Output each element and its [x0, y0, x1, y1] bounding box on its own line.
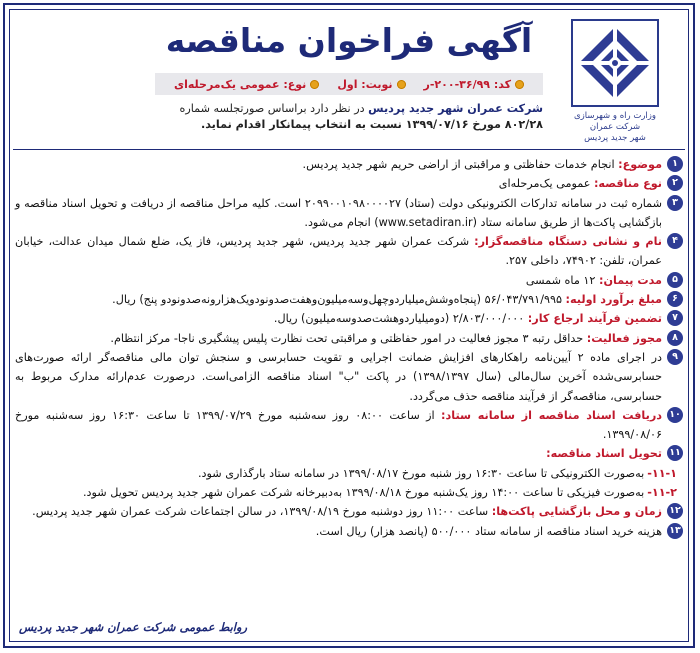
subitem-text: به‌صورت فیزیکی تا ساعت ۱۴:۰۰ روز یک‌شنبه مورخ ۱۳۹۹/۰۸/۱۸ به‌دبیرخانه شرکت عمران شهر جدید پردیس تحویل شود. [82, 486, 645, 500]
notice-item [15, 290, 683, 309]
item-text: شماره ثبت در سامانه تدارکات الکترونیکی دولت (ستاد) ۲۰۹۹۰۰۱۰۹۸۰۰۰۰۲۷ است. کلیه مراحل مناقصه از دریافت و تحویل اسناد مناقصه و بازگشایی پاکت‌ها از طریق سامانه ستاد (www.setadiran.ir) انجام می‌شود. [15, 196, 662, 229]
notice-item [15, 406, 683, 445]
item-body [15, 444, 662, 463]
item-text: انجام خدمات حفاظتی و مراقبتی از اراضی حریم شهر جدید پردیس. [302, 158, 619, 171]
meta-bar [155, 73, 543, 95]
notice-item [15, 194, 683, 233]
notice-item [15, 174, 683, 193]
item-label: دریافت اسناد مناقصه از سامانه ستاد: [441, 408, 663, 422]
notice-item [15, 444, 683, 463]
item-number-badge: ۷ [667, 310, 683, 326]
subitem-label: ۱۱-۱- [647, 466, 677, 480]
logo-block [555, 19, 675, 149]
item-text: عمومی یک‌مرحله‌ای [498, 177, 594, 191]
bullet-icon [515, 80, 524, 89]
notice-subitem [15, 464, 683, 483]
ministry-logo-icon [571, 19, 659, 107]
item-body [15, 194, 662, 233]
item-body [15, 174, 662, 193]
item-label: مبلغ برآورد اولیه: [565, 293, 662, 307]
item-body [15, 309, 662, 328]
bullet-icon [397, 80, 406, 89]
item-body [15, 502, 662, 521]
item-label: مجوز فعالیت: [586, 331, 662, 345]
notice-item [15, 309, 683, 328]
item-number-badge: ۲ [667, 175, 683, 191]
notice-item [15, 522, 683, 541]
item-text: حداقل رتبه ۳ مجوز فعالیت در امور حفاظتی و مراقبتی تحت نظارت پلیس پیشگیری ناجا- مرکز انتظام. [110, 331, 587, 345]
item-number-badge: ۱۳ [667, 523, 683, 539]
item-body [15, 406, 662, 445]
notice-item [15, 329, 683, 348]
intro-paragraph [117, 101, 543, 133]
header-divider [13, 149, 685, 150]
item-text: ۵۶/۰۴۳/۷۹۱/۹۹۵ (پنجاه‌وشش‌میلیاردوچهل‌وسه‌میلیون‌وهفت‌صدونودویک‌هزارونه‌صدونودو پنج) ریال. [112, 293, 566, 307]
notice-item [15, 155, 683, 174]
item-number-badge: ۱۱ [667, 445, 683, 461]
subitem-text: به‌صورت الکترونیکی تا ساعت ۱۶:۳۰ روز شنبه مورخ ۱۳۹۹/۰۸/۱۷ در سامانه ستاد بارگذاری شود. [197, 466, 645, 480]
item-text: ساعت ۱۱:۰۰ روز دوشنبه مورخ ۱۳۹۹/۰۸/۱۹، در سالن اجتماعات شرکت عمران شهر جدید پردیس. [32, 505, 492, 519]
item-label: تضمین فرآیند ارجاع کار: [527, 312, 662, 326]
notice-title: آگهی فراخوان مناقصه [165, 21, 533, 60]
logo-emblem-icon [573, 21, 657, 105]
intro-text: در نظر دارد براساس صورتجلسه شماره [179, 102, 369, 115]
item-label: نوع مناقصه: [593, 177, 662, 191]
item-number-badge: ۳ [667, 195, 683, 211]
item-number-badge: ۱۲ [667, 503, 683, 519]
item-text: ۱۲ ماه شمسی [525, 273, 599, 287]
item-number-badge: ۴ [667, 233, 683, 249]
item-number-badge: ۶ [667, 291, 683, 307]
item-body [15, 232, 662, 271]
item-body [15, 329, 662, 348]
meta-code [424, 78, 525, 91]
notice-item [15, 348, 683, 406]
item-body [15, 155, 662, 174]
meta-round-text: نوبت: اول [337, 77, 393, 91]
item-number-badge: ۹ [667, 349, 683, 365]
intro-line-2: ۸۰۲/۲۸ مورخ ۱۳۹۹/۰۷/۱۶ نسبت به انتخاب پیمانکار اقدام نماید. [200, 118, 543, 131]
item-number-badge: ۵ [667, 272, 683, 288]
meta-type-text: نوع: عمومی یک‌مرحله‌ای [174, 77, 307, 91]
notice-frame [3, 3, 695, 648]
item-body [15, 290, 662, 309]
footer-signature: روابط عمومی شرکت عمران شهر جدید پردیس [19, 620, 248, 634]
meta-code-text: کد: ۳۶/۹۹-۲۰۰-ر [423, 77, 511, 91]
item-body [15, 522, 662, 541]
item-number-badge: ۸ [667, 330, 683, 346]
logo-caption [555, 111, 675, 144]
meta-type [174, 78, 319, 91]
item-body [15, 271, 662, 290]
item-label: نام و نشانی دستگاه مناقصه‌گزار: [474, 235, 662, 249]
logo-caption-line: شرکت عمران [589, 122, 641, 132]
item-number-badge: ۱۰ [667, 407, 683, 423]
meta-round [337, 78, 405, 91]
item-text: هزینه خرید اسناد مناقصه از سامانه ستاد ۵۰۰/۰۰۰ (پانصد هزار) ریال است. [315, 524, 662, 538]
notice-subitem [15, 483, 683, 502]
item-text: در اجرای ماده ۲ آیین‌نامه راهکارهای افزایش ضمانت اجرایی و تقویت حسابرسی و سنجش توان مالی مناقصه‌گر ارائه صورت‌های حسابرسی‌شده آخرین سال‌مالی (سال ۱۳۹۸/۱۳۹۷) در پاکت "ب" اسناد مناقصه الزامی‌است. درصورت عدم‌ارائه مدارک مربوط به حسابرسی، مناقصه‌گر از فرآیند مناقصه حذف می‌گردد. [15, 350, 662, 403]
org-name: شرکت عمران شهر جدید پردیس [368, 102, 543, 115]
bullet-icon [310, 80, 319, 89]
item-number-badge: ۱ [667, 156, 683, 172]
item-label: زمان و محل بازگشایی پاکت‌ها: [491, 505, 662, 519]
item-label: مدت پیمان: [598, 273, 662, 287]
item-body [15, 348, 662, 406]
item-text: شرکت عمران شهر جدید پردیس، شهر جدید پردیس، فاز یک، ضلع شمال میدان عدالت، خیابان عمران، تلفن: ۷۴۹۰۲، داخلی ۲۵۷. [15, 235, 662, 268]
logo-caption-line: شهر جدید پردیس [584, 133, 646, 143]
notice-item [15, 502, 683, 521]
logo-caption-line: وزارت راه و شهرسازی [573, 111, 656, 121]
item-text: از ساعت ۰۸:۰۰ روز سه‌شنبه مورخ ۱۳۹۹/۰۷/۲۹ تا ساعت ۱۶:۳۰ روز سه‌شنبه مورخ ۱۳۹۹/۰۸/۰۶. [15, 408, 662, 442]
subitem-label: ۱۱-۲- [647, 486, 677, 500]
item-label: موضوع: [618, 158, 662, 171]
notice-item [15, 232, 683, 271]
notice-items [15, 155, 683, 541]
item-text: ۲/۸۰۳/۰۰۰/۰۰۰ (دومیلیاردوهشت‌صدوسه‌میلیون) ریال. [273, 312, 528, 326]
notice-item [15, 271, 683, 290]
item-label: تحویل اسناد مناقصه: [546, 447, 662, 461]
